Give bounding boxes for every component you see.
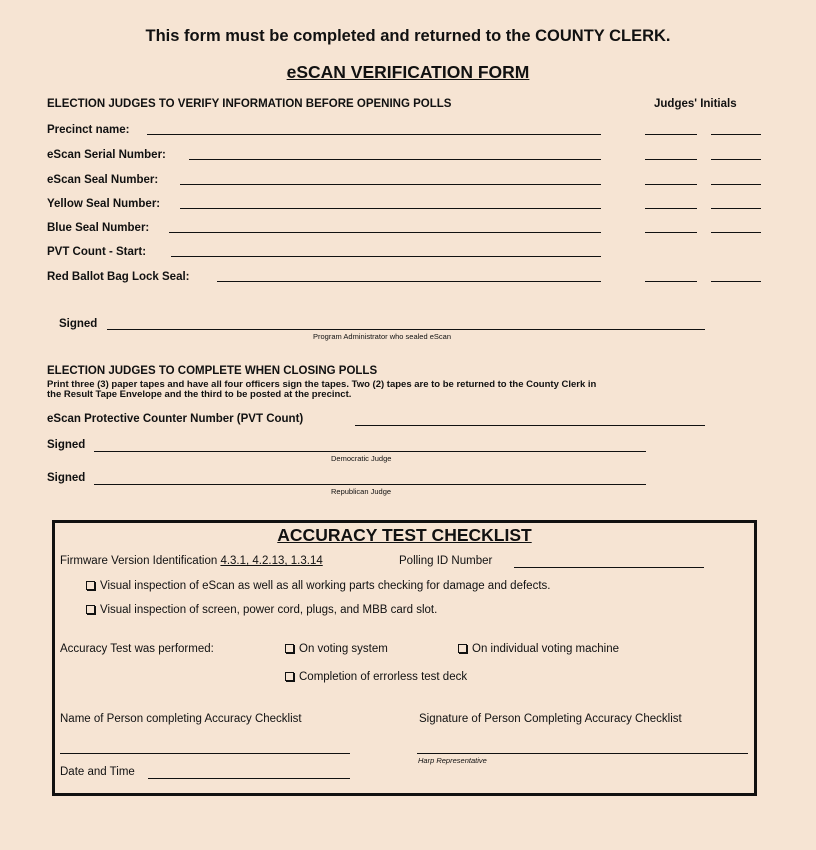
initials-line-2[interactable]	[711, 232, 761, 233]
republican-judge-caption: Republican Judge	[331, 487, 392, 496]
field-pvt-count-start	[47, 242, 767, 258]
opening-heading: ELECTION JUDGES TO VERIFY INFORMATION BEFORE OPENING POLLS	[47, 98, 452, 110]
initials-line-1[interactable]	[645, 208, 697, 209]
field-label: eScan Seal Number:	[47, 174, 159, 186]
democratic-judge-signature-line[interactable]	[94, 451, 646, 452]
field-precinct-name	[47, 120, 767, 136]
pvt-count-label: eScan Protective Counter Number (PVT Count)	[47, 413, 304, 425]
admin-signature-line[interactable]	[107, 329, 705, 330]
firmware-label: Firmware Version Identification	[60, 555, 218, 567]
checkbox-icon[interactable]	[86, 605, 95, 614]
field-label: Blue Seal Number:	[47, 222, 150, 234]
person-name-label: Name of Person completing Accuracy Checklist	[60, 713, 302, 725]
option-voting-system-label: On voting system	[299, 643, 388, 655]
checkbox-icon[interactable]	[86, 581, 95, 590]
initials-line-2[interactable]	[711, 134, 761, 135]
checklist-item-text: Visual inspection of eScan as well as all working parts checking for damage and defects.	[100, 580, 551, 592]
democratic-judge-caption: Democratic Judge	[331, 454, 392, 463]
person-signature-line[interactable]	[417, 753, 748, 754]
field-label: eScan Serial Number:	[47, 149, 166, 161]
person-name-line[interactable]	[60, 753, 350, 754]
checklist-title: ACCURACY TEST CHECKLIST	[277, 525, 532, 545]
initials-line-1[interactable]	[645, 232, 697, 233]
person-signature-label: Signature of Person Completing Accuracy Checklist	[419, 713, 682, 725]
field-label: PVT Count - Start:	[47, 246, 147, 258]
initials-line-2[interactable]	[711, 208, 761, 209]
initials-line-2[interactable]	[711, 184, 761, 185]
pvt-count-start-line[interactable]	[171, 256, 601, 257]
escan-serial-line[interactable]	[189, 159, 601, 160]
option-test-deck[interactable]	[285, 671, 467, 683]
closing-heading: ELECTION JUDGES TO COMPLETE WHEN CLOSING POLLS	[47, 365, 378, 377]
option-individual-machine[interactable]	[458, 643, 619, 655]
field-label: Red Ballot Bag Lock Seal:	[47, 271, 190, 283]
firmware-row	[60, 555, 323, 567]
red-ballot-bag-line[interactable]	[217, 281, 601, 282]
judges-initials-heading: Judges' Initials	[654, 98, 737, 110]
initials-line-2[interactable]	[711, 159, 761, 160]
option-individual-label: On individual voting machine	[472, 643, 620, 655]
initials-line-1[interactable]	[645, 281, 697, 282]
closing-instruction-line-1: Print three (3) paper tapes and have all four officers sign the tapes. Two (2) tapes are to be returned to the County Clerk in	[47, 379, 597, 390]
admin-signed-label: Signed	[59, 318, 98, 330]
field-escan-seal	[47, 170, 767, 186]
rep-signed-label: Signed	[47, 472, 86, 484]
harp-representative-caption: Harp Representative	[418, 756, 487, 765]
field-label: Precinct name:	[47, 124, 130, 136]
initials-line-2[interactable]	[711, 281, 761, 282]
admin-signature-caption: Program Administrator who sealed eScan	[313, 332, 451, 341]
closing-instruction-line-2: the Result Tape Envelope and the third to be posted at the precinct.	[47, 389, 352, 400]
checklist-item-1[interactable]	[86, 580, 550, 592]
option-voting-system[interactable]	[285, 643, 388, 655]
checklist-item-2[interactable]	[86, 604, 437, 616]
initials-line-1[interactable]	[645, 159, 697, 160]
field-label: Yellow Seal Number:	[47, 198, 161, 210]
checkbox-icon[interactable]	[285, 644, 294, 653]
dem-signed-label: Signed	[47, 439, 86, 451]
firmware-value: 4.3.1, 4.2.13, 1.3.14	[220, 555, 323, 567]
option-test-deck-label: Completion of errorless test deck	[299, 671, 468, 683]
initials-line-1[interactable]	[645, 184, 697, 185]
yellow-seal-line[interactable]	[180, 208, 601, 209]
republican-judge-signature-line[interactable]	[94, 484, 646, 485]
field-yellow-seal	[47, 194, 767, 210]
checkbox-icon[interactable]	[458, 644, 467, 653]
field-blue-seal	[47, 218, 767, 234]
blue-seal-line[interactable]	[169, 232, 601, 233]
form-title: eSCAN VERIFICATION FORM	[286, 62, 530, 82]
checkbox-icon[interactable]	[285, 672, 294, 681]
initials-line-1[interactable]	[645, 134, 697, 135]
pvt-count-line[interactable]	[355, 425, 705, 426]
field-escan-serial	[47, 145, 767, 161]
checklist-item-text: Visual inspection of screen, power cord, plugs, and MBB card slot.	[100, 604, 438, 616]
form-notice: This form must be completed and returned to the COUNTY CLERK.	[145, 27, 671, 45]
escan-seal-line[interactable]	[180, 184, 601, 185]
precinct-name-line[interactable]	[147, 134, 601, 135]
performed-label: Accuracy Test was performed:	[60, 643, 214, 655]
polling-id-line[interactable]	[514, 567, 704, 568]
date-time-line[interactable]	[148, 778, 350, 779]
field-red-ballot-bag	[47, 267, 767, 283]
date-time-label: Date and Time	[60, 766, 135, 778]
polling-id-label: Polling ID Number	[399, 555, 493, 567]
